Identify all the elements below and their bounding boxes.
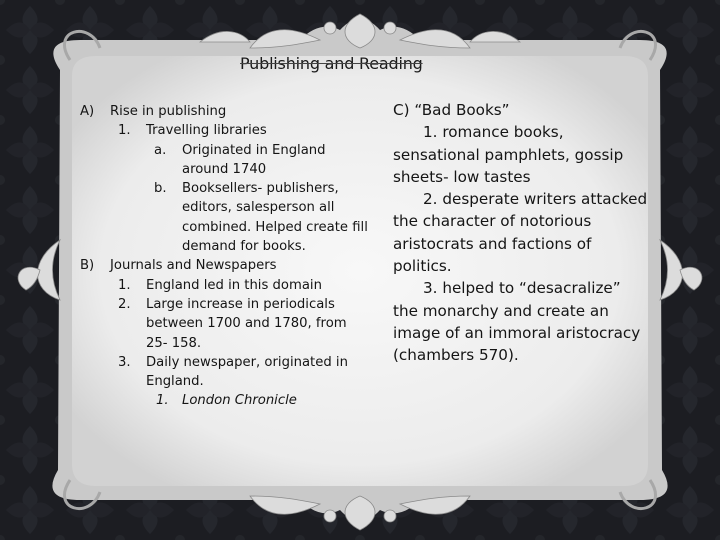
list-text: desperate writers attacked the character of notorious aristocrats and factions of politics. [393,190,648,276]
list-label: 3. [423,279,438,298]
list-text: Booksellers- publishers, editors, salesperson all combined. Helped create fill demand for books. [182,181,368,255]
list-item [80,295,370,353]
list-text: Daily newspaper, originated in England. [146,354,348,390]
list-text: Travelling libraries [146,123,267,139]
right-column [393,99,649,367]
list-item [80,141,370,180]
bottom-ornament [250,496,470,530]
list-text: England led in this domain [146,277,322,293]
list-label: 3. [118,354,131,370]
list-label: 2. [423,190,438,209]
list-label: b. [154,181,167,197]
left-column [80,102,370,411]
list-item [393,121,649,188]
list-item [80,353,370,392]
list-label: 1. [118,277,131,293]
list-item [393,277,649,366]
list-text: Journals and Newspapers [110,258,277,274]
list-item [80,256,370,275]
list-text: romance books, sensational pamphlets, gossip sheets- low tastes [393,123,624,186]
list-item [80,102,370,121]
list-text: Originated in England around 1740 [182,142,326,177]
list-item [80,179,370,256]
list-label: 1. [423,123,438,142]
list-text: Rise in publishing [110,104,227,119]
list-item [80,121,370,140]
list-label: 1. [118,123,131,139]
list-text: Large increase in periodicals between 1700 and 1780, from 25- 158. [146,296,347,351]
list-label: A) [80,104,95,119]
list-text: London Chronicle [182,393,297,409]
section-heading: C) “Bad Books” [393,101,510,119]
list-item [393,188,649,277]
list-label: 1. [156,393,169,409]
list-text: helped to “desacralize” the monarchy and create an image of an immoral aristocracy (chambers 570). [393,279,641,365]
list-item [80,276,370,295]
list-label: a. [154,142,167,158]
list-label: B) [80,258,95,274]
list-item [80,391,370,410]
list-label: 2. [118,296,131,312]
slide-title: Publishing and Reading [240,54,423,73]
